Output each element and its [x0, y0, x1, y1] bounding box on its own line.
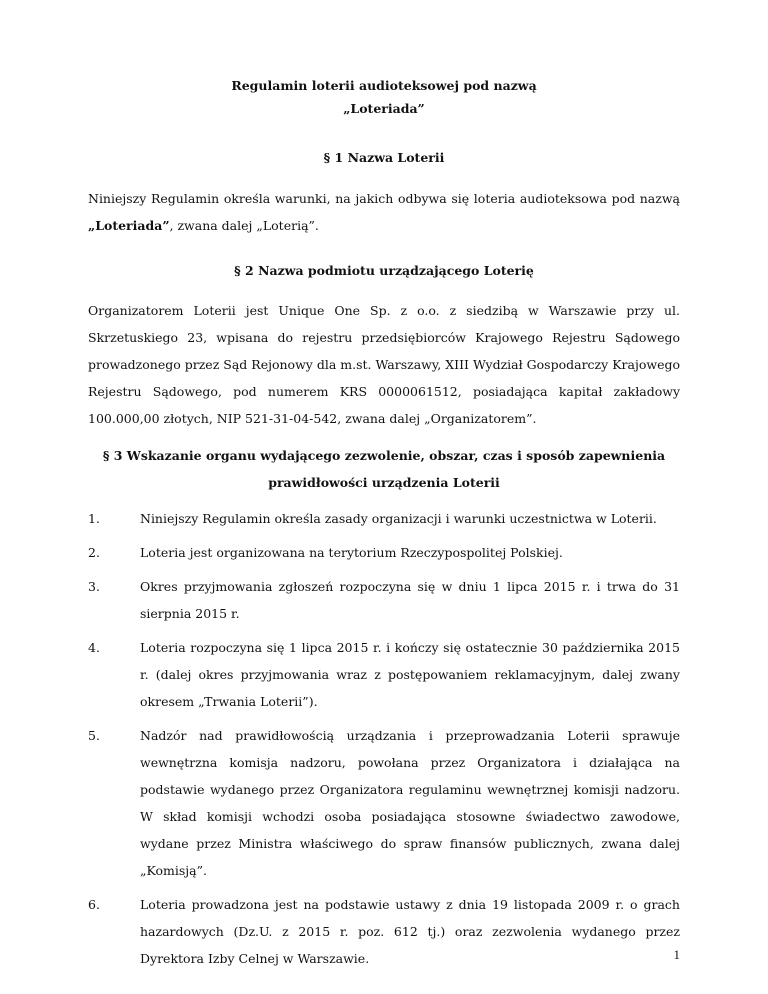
section-1-paragraph: [88, 185, 680, 239]
section-1-text-end: , zwana dalej „Loterią”.: [169, 218, 319, 233]
section-2-paragraph: Organizatorem Loterii jest Unique One Sp. z o.o. z siedzibą w Warszawie przy ul. Skrzetuskiego 23, wpisana do rejestru przedsiębiorców Krajowego Rejestru Sądowego prowadzonego przez Sąd Rejonowy dla m.st. Warszawy, XIII Wydział Gospodarczy Krajowego Rejestru Sądowego, pod numerem KRS 0000061512, posiadająca kapitał zakładowy 100.000,00 złotych, NIP 521-31-04-542, zwana dalej „Organizatorem”.: [88, 303, 680, 426]
list-item-number: 1.: [88, 511, 100, 526]
list-item-number: 6.: [88, 897, 100, 912]
list-item: [88, 539, 680, 566]
section-3-heading-continued: prawidłowości urządzenia Loterii: [268, 475, 500, 490]
list-item-text: Nadzór nad prawidłowością urządzania i przeprowadzania Loterii sprawuje wewnętrzna komisja nadzoru, powołana przez Organizatora i działająca na podstawie wydanego przez Organizatora regulaminu wewnętrznej komisji nadzoru. W skład komisji wchodzi osoba posiadająca stosowne świadectwo zawodowe, wydane przez Ministra właściwego do spraw finansów publicznych, zwana dalej „Komisją”.: [140, 728, 680, 878]
list-item-number: 5.: [88, 728, 100, 743]
list-item-text: Loteria rozpoczyna się 1 lipca 2015 r. i kończy się ostatecznie 30 października 2015 r. (dalej okres przyjmowania wraz z postępowaniem reklamacyjnym, dalej zwany okresem „Trwania Loterii”).: [140, 640, 680, 709]
list-item: [88, 505, 680, 532]
list-item: [88, 722, 680, 884]
list-item-text: Niniejszy Regulamin określa zasady organizacji i warunki uczestnictwa w Loterii.: [140, 511, 657, 526]
list-item: [88, 634, 680, 715]
list-item-text: Loteria prowadzona jest na podstawie ustawy z dnia 19 listopada 2009 r. o grach hazardowych (Dz.U. z 2015 r. poz. 612 tj.) oraz zezwolenia wydanego przez Dyrektora Izby Celnej w Warszawie.: [140, 897, 680, 966]
list-item-number: 4.: [88, 640, 100, 655]
section-3-heading: § 3 Wskazanie organu wydającego zezwolenie, obszar, czas i sposób zapewnienia: [102, 448, 666, 463]
list-item-text: Okres przyjmowania zgłoszeń rozpoczyna się w dniu 1 lipca 2015 r. i trwa do 31 sierpnia 2015 r.: [140, 579, 680, 621]
section-1-heading: § 1 Nazwa Loterii: [323, 150, 445, 165]
list-item-number: 3.: [88, 579, 100, 594]
section-1-text-start: Niniejszy Regulamin określa warunki, na jakich odbywa się loteria audioteksowa pod nazwą: [88, 191, 680, 206]
section-1-lottery-name: „Loteriada”: [88, 218, 170, 233]
document-title-name: „Loteriada”: [343, 101, 425, 116]
list-item: [88, 891, 680, 972]
section-3-list: [88, 505, 680, 979]
document-title: Regulamin loterii audioteksowej pod nazwą: [231, 78, 537, 93]
page-number: 1: [673, 947, 680, 962]
list-item-text: Loteria jest organizowana na terytorium Rzeczypospolitej Polskiej.: [140, 545, 563, 560]
section-2-heading: § 2 Nazwa podmiotu urządzającego Loterię: [234, 263, 534, 278]
list-item-number: 2.: [88, 545, 100, 560]
list-item: [88, 573, 680, 627]
